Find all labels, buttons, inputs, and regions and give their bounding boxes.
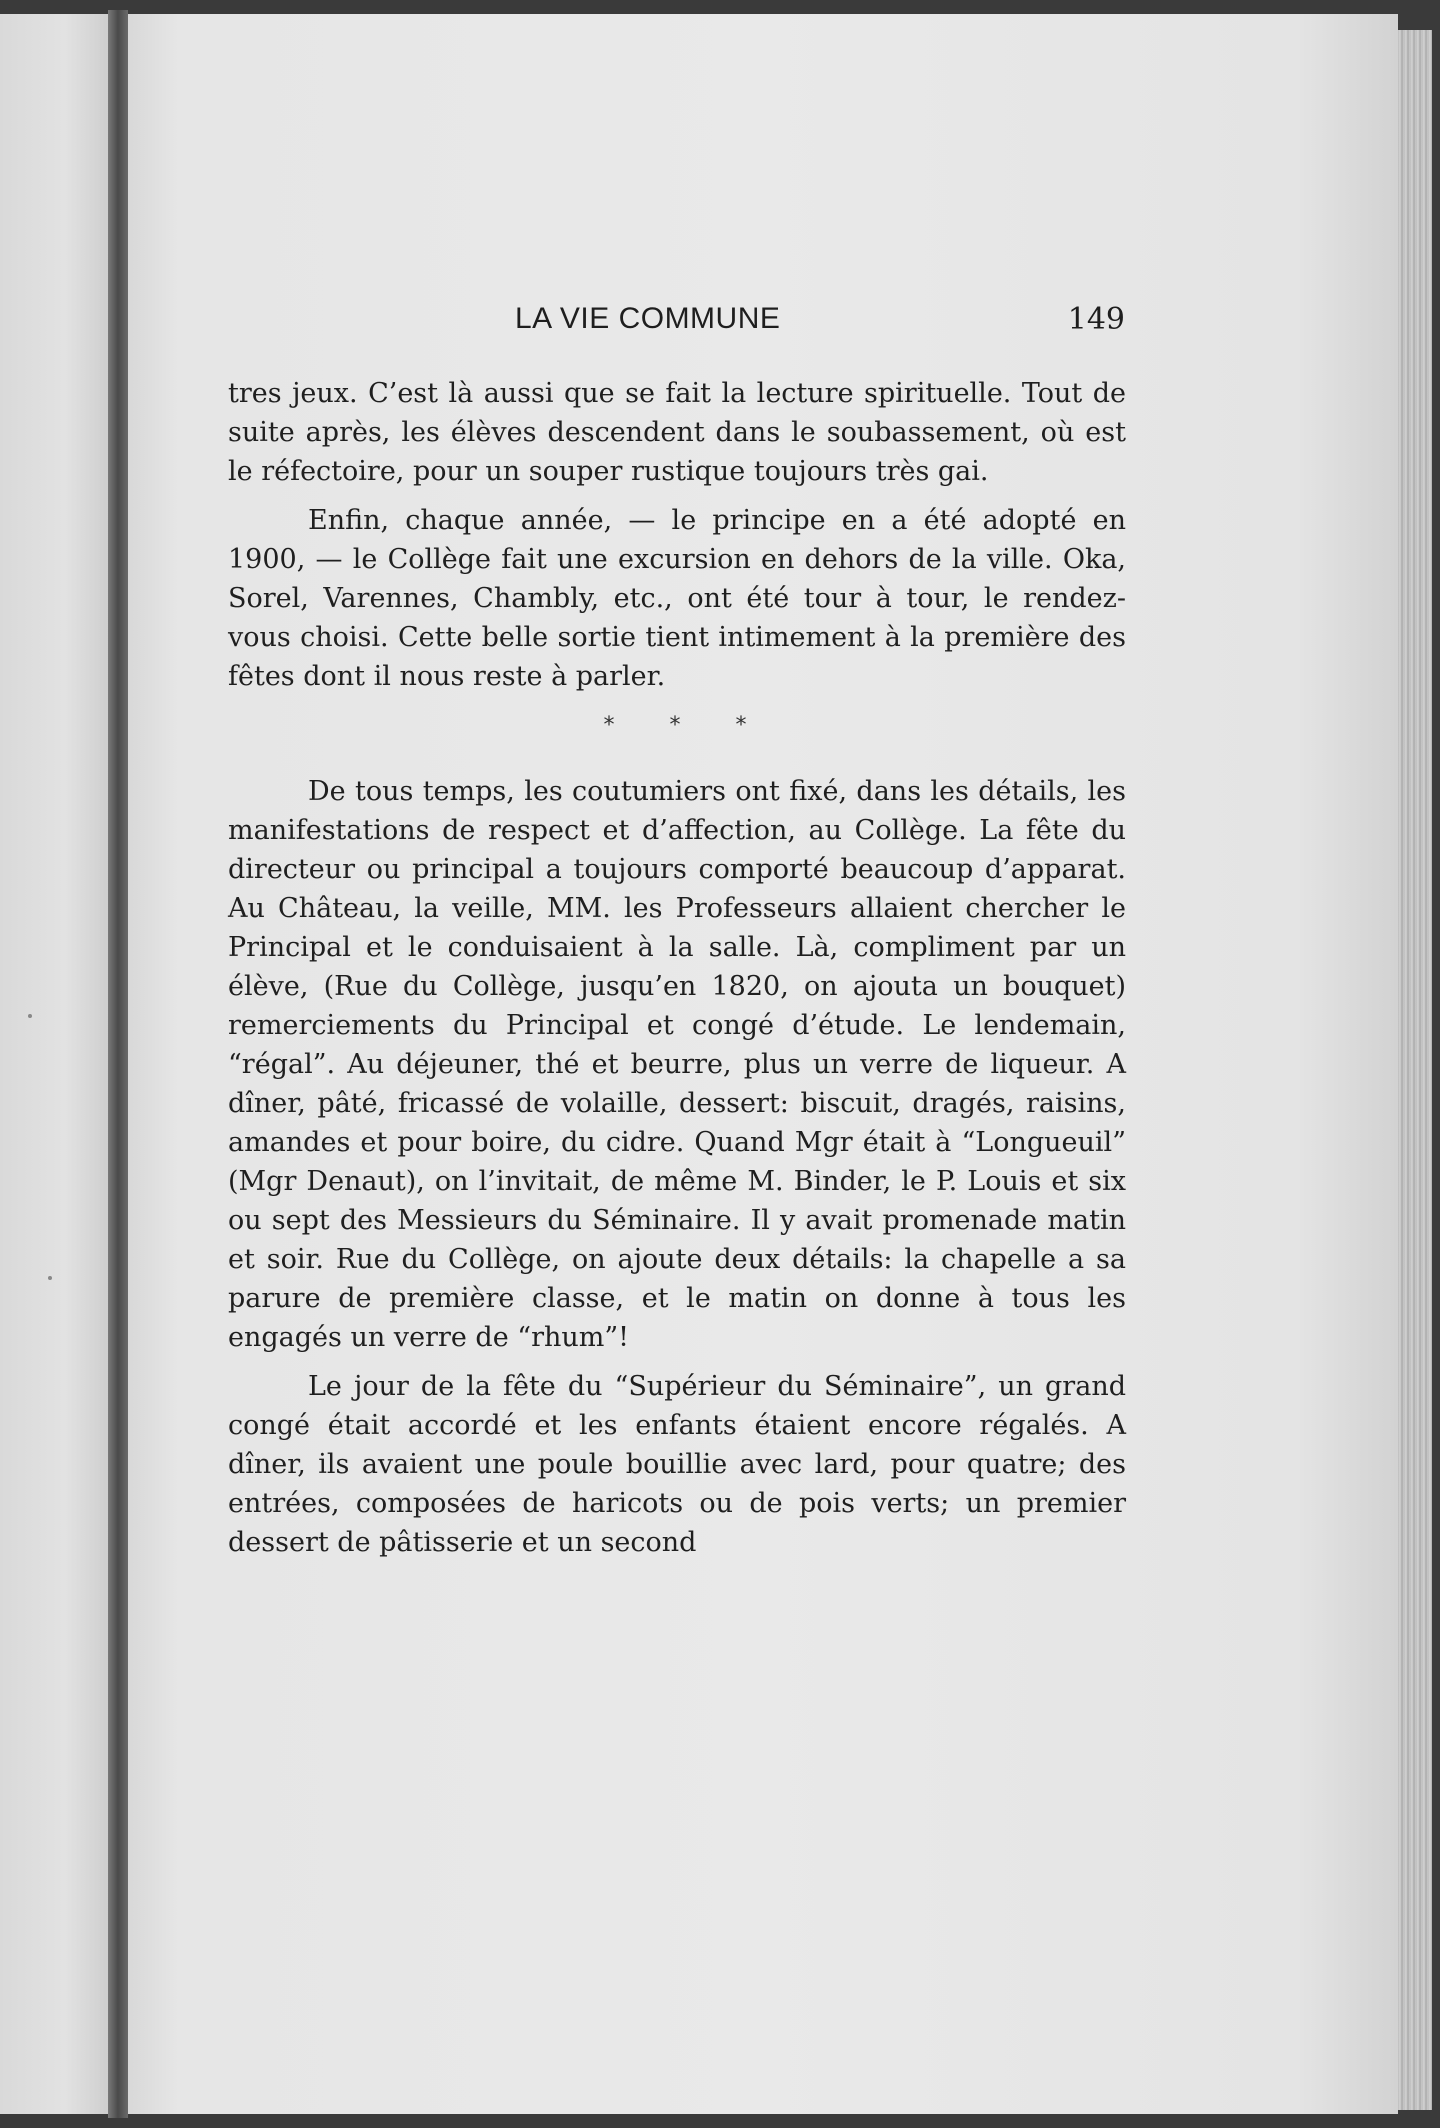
book-gutter bbox=[108, 10, 128, 2118]
paragraph-superior-feast: Le jour de la fête du “Supérieur du Séminaire”, un grand congé était accordé et les enfants étaient encore régalés. A dîner, ils avaient une poule bouillie avec lard, pour quatre; des entrées, composées de haricots ou de pois verts; un premier dessert de pâtisserie et un second bbox=[228, 1371, 1126, 1558]
page-number: 149 bbox=[1067, 302, 1125, 337]
page-speck bbox=[28, 1014, 32, 1018]
section-break-asterism: * * * bbox=[603, 713, 771, 738]
paragraph-director-feast: De tous temps, les coutumiers ont fixé, dans les détails, les manifestations de respect et d’affection, au Collège. La fête du directeur ou principal a toujours comporté beaucoup d’apparat. Au Château, la veille, MM. les Professeurs allaient chercher le Principal et le conduisaient à la salle. Là, compliment par un élève, (Rue du Collège, jusqu’en 1820, on ajouta un bouquet) remerciements du Principal et congé d’étude. Le lendemain, “régal”. Au déjeuner, thé et beurre, plus un verre de liqueur. A dîner, pâté, fricassé de volaille, dessert: biscuit, dragés, raisins, amandes et pour boire, du cidre. Quand Mgr était à “Longueuil” (Mgr Denaut), on l’invitait, de même M. Binder, le P. Louis et six ou sept des Messieurs du Séminaire. Il y avait promenade matin et soir. Rue du Collège, on ajoute deux détails: la chapelle a sa parure de première classe, et le matin on donne à tous les engagés un verre de “rhum”! bbox=[228, 776, 1126, 1353]
page-header bbox=[515, 302, 1125, 352]
body-text bbox=[228, 374, 1126, 1562]
paragraph-excursion: Enfin, chaque année, — le principe en a été adopté en 1900, — le Collège fait une excursion en dehors de la ville. Oka, Sorel, Varennes, Chambly, etc., ont été tour à tour, le rendez-vous choisi. Cette belle sortie tient intimement à la première des fêtes dont il nous reste à parler. bbox=[228, 505, 1126, 692]
page-stack-edge bbox=[1398, 30, 1432, 2110]
paragraph-continued: tres jeux. C’est là aussi que se fait la lecture spirituelle. Tout de suite après, les élèves descendent dans le soubassement, où est le réfectoire, pour un souper rustique toujours très gai. bbox=[228, 378, 1126, 487]
page-speck bbox=[48, 1276, 52, 1280]
facing-page-edge bbox=[0, 14, 108, 2114]
running-title: LA VIE COMMUNE bbox=[515, 302, 781, 335]
